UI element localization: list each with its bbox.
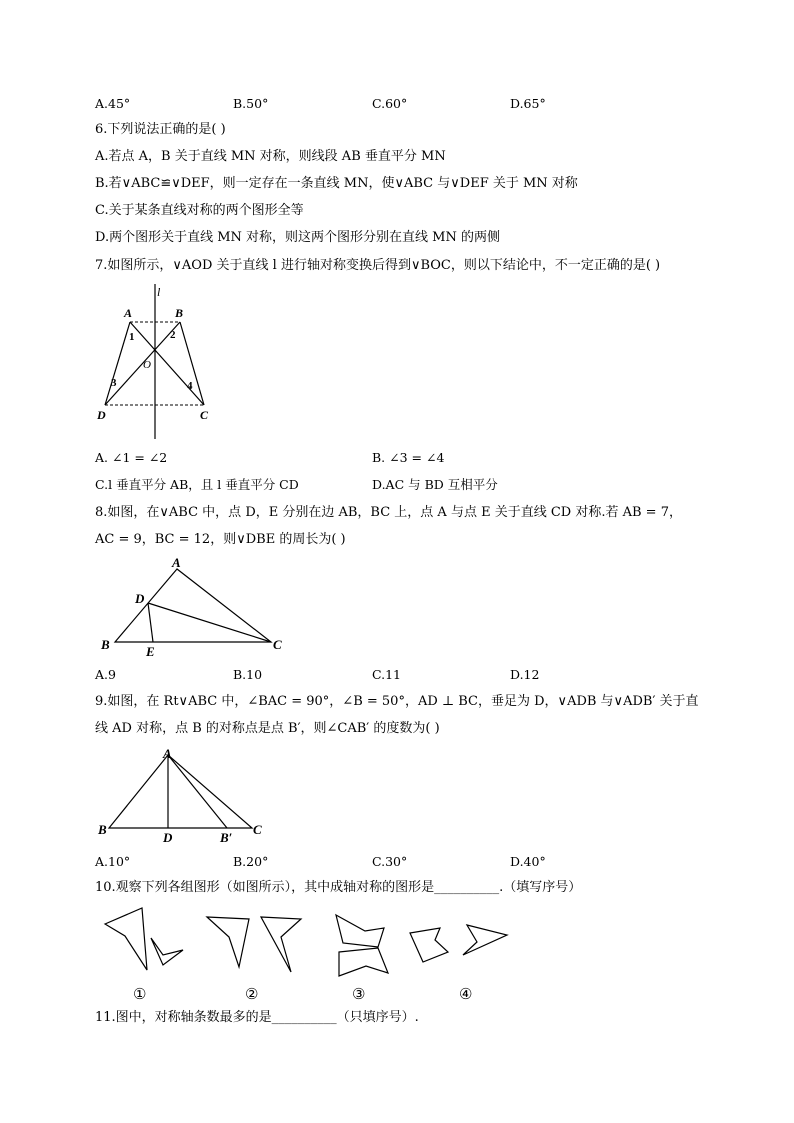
figure-label-2: ② [245,987,259,1003]
q5-option-c: C.60° [372,96,408,111]
shape-3a [336,915,384,947]
label-b-prime: B′ [220,830,233,845]
q8-stem-line1: 8.如图，在∨ABC 中，点 D，E 分别在边 AB，BC 上，点 A 与点 E 关于直线 CD 对称.若 AB = 7， [95,505,682,520]
label-d: D [163,830,173,845]
segment-dc [148,603,271,642]
q8-figure [95,553,295,661]
q5-option-b: B.50° [233,96,269,111]
shape-3b [339,948,388,976]
q9-option-b: B.20° [233,854,269,869]
q9-option-c: C.30° [372,854,408,869]
q8-option-b: B.10 [233,667,263,682]
shape-2a [207,917,249,967]
label-4: 4 [187,380,193,392]
q8-option-a: A.9 [95,667,116,682]
label-d: D [97,408,106,422]
triangle-abc [109,755,252,828]
label-a: A [163,746,172,761]
label-3: 3 [111,377,117,389]
figure-label-4: ④ [459,987,473,1003]
q9-stem-line2: 线 AD 对称，点 B 的对称点是点 B′，则∠CAB′ 的度数为( ) [95,721,440,736]
label-l: l [157,285,161,299]
q9-stem-line1: 9.如图，在 Rt∨ABC 中，∠BAC = 90°，∠B = 50°，AD ⊥ BC，垂足为 D，∨ADB 与∨ADB′ 关于直 [95,694,699,709]
label-1: 1 [129,331,135,343]
label-a: A [124,306,133,320]
q7-figure [90,282,230,444]
q7-stem: 7.如图所示，∨AOD 关于直线 l 进行轴对称变换后得到∨BOC，则以下结论中，不一定正确的是( ) [95,258,661,273]
segment-ad [105,322,130,405]
label-c: C [200,408,209,422]
q8-option-c: C.11 [372,667,401,682]
shape-1b [151,938,183,965]
q6-option-a: A.若点 A，B 关于直线 MN 对称，则线段 AB 垂直平分 MN [95,149,446,164]
q9-figure [95,744,275,844]
label-o: O [143,359,151,371]
shape-2b [261,917,301,972]
q8-stem-line2: AC = 9，BC = 12，则∨DBE 的周长为( ) [95,532,346,547]
q10-figure [95,900,525,1005]
label-c: C [253,822,262,837]
q6-option-c: C.关于某条直线对称的两个图形全等 [95,203,304,218]
segment-ab-prime [168,755,227,828]
q5-option-d: D.65° [510,96,546,111]
q7-option-b: B. ∠3 = ∠4 [372,450,445,465]
q7-option-d: D.AC 与 BD 互相平分 [372,477,498,492]
label-b: B [175,306,184,320]
label-2: 2 [170,329,176,341]
label-a: A [172,555,181,570]
q10-stem: 10.观察下列各组图形（如图所示），其中成轴对称的图形是__________.（填写序号） [95,880,582,895]
label-e: E [146,644,155,659]
q6-stem: 6.下列说法正确的是( ) [95,122,226,137]
shape-1a [105,908,147,970]
shape-4a [410,928,448,962]
label-c: C [273,637,282,652]
figure-label-1: ① [133,987,147,1003]
figure-label-3: ③ [352,987,366,1003]
shape-4b [463,925,507,955]
q6-option-d: D.两个图形关于直线 MN 对称，则这两个图形分别在直线 MN 的两侧 [95,230,500,245]
label-d: D [135,591,145,606]
q9-option-d: D.40° [510,854,546,869]
label-b: B [98,822,107,837]
q6-option-b: B.若∨ABC≌∨DEF，则一定存在一条直线 MN，使∨ABC 与∨DEF 关于 MN 对称 [95,176,578,191]
label-b: B [101,637,110,652]
q8-option-d: D.12 [510,667,540,682]
segment-ac [130,322,204,405]
q5-option-a: A.45° [95,96,131,111]
q9-option-a: A.10° [95,854,131,869]
q7-option-c: C.l 垂直平分 AB，且 l 垂直平分 CD [95,477,299,492]
q7-option-a: A. ∠1 = ∠2 [95,450,168,465]
q11-stem: 11.图中，对称轴条数最多的是__________（只填序号）. [95,1010,419,1025]
segment-bc [180,322,204,405]
segment-de [148,603,153,642]
